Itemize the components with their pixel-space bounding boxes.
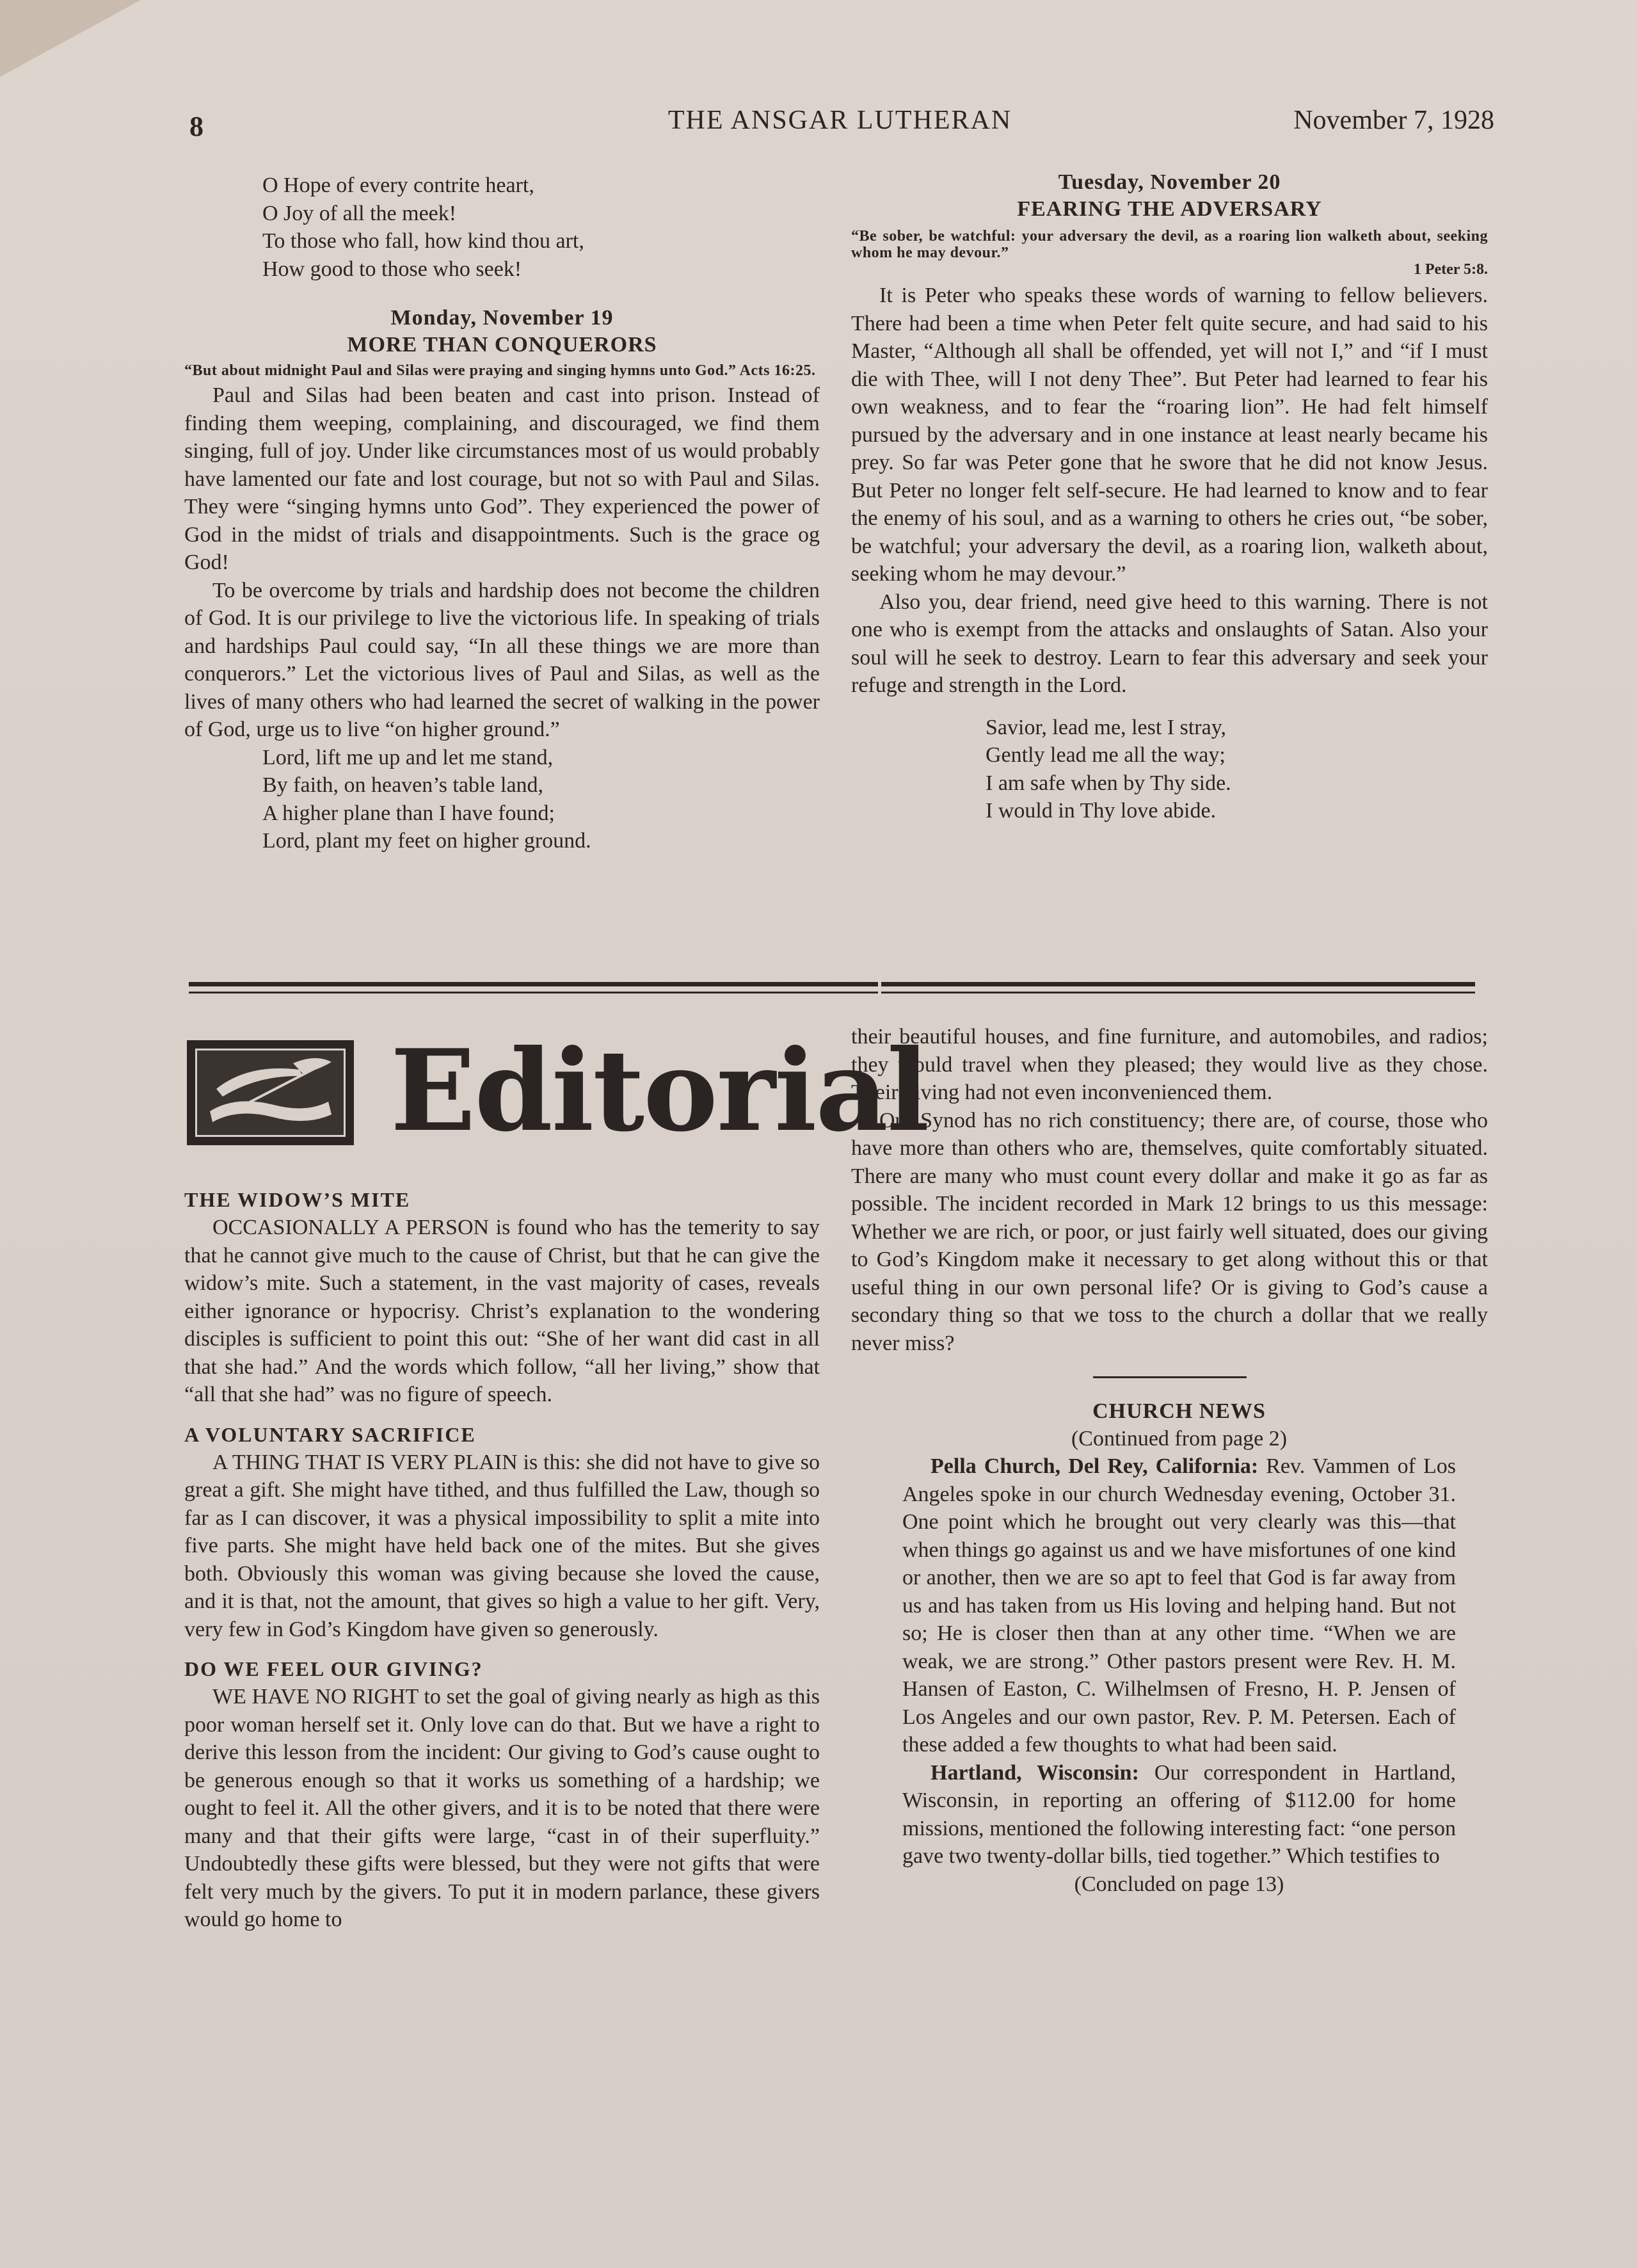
news-text: Our correspondent in Hartland, Wisconsin, in reporting an offering of $112.00 for home missions, mentioned the following interesting fact: “one person gave two twenty-dollar bills, tied together.” Which testifies to <box>902 1760 1457 1868</box>
poem-line: O Joy of all the meek! <box>262 201 457 225</box>
divider-gap <box>878 977 881 996</box>
news-text: Rev. Vammen of Los Angeles spoke in our church Wednesday evening, October 31. One point which he brought out very clearly was this—that when things go against us and we have misfortunes of one kind or another, then we are so apt to feel that God is far away from us and has taken from us His loving and helping hand. But not so; He is closer then than at any other time. “When we are weak, we are strong.” Other pastors present were Rev. H. M. Hansen of Easton, C. Wilhelmsen of Fresno, H. P. Jensen of Los Angeles and our own pastor, Rev. P. M. Petersen. Each of these added a few thoughts to what had been said. <box>902 1454 1456 1757</box>
closing-poem <box>851 714 1488 825</box>
poem-line: I would in Thy love abide. <box>986 799 1217 823</box>
section-title: DO WE FEEL OUR GIVING? <box>184 1657 483 1680</box>
paragraph: their beautiful houses, and fine furniture, and automobiles, and radios; they would travel when they pleased; they would live as they chose. Their giving had not even inconvenienced them. <box>851 1025 1488 1104</box>
devotion-tuesday <box>851 169 1488 825</box>
page-number: 8 <box>189 111 204 142</box>
poem-line: Lord, plant my feet on higher ground. <box>262 829 591 853</box>
folded-corner <box>0 0 141 77</box>
paragraph: Also you, dear friend, need give heed to this warning. There is not one who is exempt from the attacks and onslaughts of Satan. Also your soul will he seek to destroy. Learn to fear this adversary and seek your refuge and strength in the Lord. <box>851 590 1488 697</box>
devotion-day: Tuesday, November 20 <box>1058 170 1281 194</box>
closing-poem <box>184 744 820 855</box>
section-divider-thin <box>189 992 1475 993</box>
quill-scroll-icon <box>187 1040 354 1145</box>
section-title: A VOLUNTARY SACRIFICE <box>184 1422 476 1446</box>
news-item <box>902 1452 1456 1759</box>
paragraph: It is Peter who speaks these words of warning to fellow believers. There had been a time when Peter felt quite secure, and had said to his Master, “Although all shall be offended, yet will not I,” and “if I must die with Thee, will I not deny Thee”. But Peter had learned to fear his own weakness, and to fear the “roaring lion”. He had felt himself pursued by the adversary and in one instance at least nearly became his prey. So far was Peter gone that he swore that he did not know Jesus. But Peter no longer felt self-secure. He had learned to know and to fear the enemy of his soul, and as a warning to others he cries out, “be sober, be watchful; your adversary the devil, as a roaring lion, walketh about, seeking whom he may devour.” <box>851 284 1488 586</box>
devotion-day: Monday, November 19 <box>390 306 614 330</box>
devotion-title: FEARING THE ADVERSARY <box>1017 197 1322 221</box>
editorial-column <box>184 1186 820 1934</box>
poem-line: I am safe when by Thy side. <box>986 771 1231 795</box>
poem-line: To those who fall, how kind thou art, <box>262 229 584 253</box>
scripture-verse: “Be sober, be watchful: your adversary the devil, as a roaring lion walketh about, seeking whom he may devour.” <box>851 228 1488 261</box>
scripture-verse: “But about midnight Paul and Silas were praying and singing hymns unto God.” Acts 16:25. <box>184 362 816 379</box>
news-place: Pella Church, Del Rey, California: <box>930 1454 1259 1478</box>
poem-line: O Hope of every contrite heart, <box>262 173 534 197</box>
editorial-heading: Editorial <box>390 1025 929 1157</box>
opening-poem <box>184 172 820 283</box>
paragraph: Paul and Silas had been beaten and cast into prison. Instead of finding them weeping, complaining, and discouraged, we find them singing, full of joy. Under like circumstances most of us would probably have lamented our fate and lost courage, but not so with Paul and Silas. They were “singing hymns unto God”. They experienced the power of God in the midst of trials and disappointments. Such is the grace og God! <box>184 383 820 574</box>
poem-line: By faith, on heaven’s table land, <box>262 773 544 797</box>
news-place: Hartland, Wisconsin: <box>930 1760 1139 1785</box>
devotion-title: MORE THAN CONQUERORS <box>347 333 657 357</box>
poem-line: Gently lead me all the way; <box>986 743 1226 767</box>
scripture-reference: 1 Peter 5:8. <box>1413 261 1488 278</box>
paragraph: To be overcome by trials and hardship does not become the children of God. It is our privilege to live the victorious life. In speaking of trials and hardships Paul could say, “In all these things we are more than conquerors.” Let the victorious lives of Paul and Silas, as well as the lives of many others who had learned the secret of walking in the power of God, urge us to live “on higher ground.” <box>184 578 820 741</box>
masthead: THE ANSGAR LUTHERAN <box>667 106 1012 135</box>
issue-date: November 7, 1928 <box>1293 106 1494 135</box>
poem-line: A higher plane than I have found; <box>262 801 555 825</box>
church-news <box>851 1397 1488 1898</box>
paragraph: OCCASIONALLY A PERSON is found who has the temerity to say that he cannot give much to the cause of Christ, but that he can give the widow’s mite. Such a statement, in the vast majority of cases, reveals either ignorance or hypocrisy. Christ’s explanation to the wondering disciples is sufficient to point this out: “She of her want did cast in all that she had.” And the words which follow, “all her living,” show that “all that she had” was no figure of speech. <box>184 1216 820 1406</box>
paragraph: WE HAVE NO RIGHT to set the goal of giving nearly as high as this poor woman herself set it. Only love can do that. But we have a right to derive this lesson from the incident: Our giving to God’s cause ought to be generous enough so that it works us something of a hardship; we ought to feel it. All the other givers, and it is to be noted that there were many and that their gifts were large, “cast in of their superfluity.” Undoubtedly these gifts were blessed, but they were not gifts that were felt very much by the givers. To put it in modern parlance, these givers would go home to <box>184 1685 820 1931</box>
page-header <box>186 102 1494 141</box>
paragraph: Our Synod has no rich constituency; there are, of course, those who have more than others who are, themselves, quite comfortably situated. There are many who must count every dollar and make it go as far as possible. The incident recorded in Mark 12 brings to us this message: Whether we are rich, or poor, or just fairly well situated, does our giving to God’s Kingdom make it necessary to get along without this or that useful thing in our own personal life? Or is giving to God’s cause a secondary thing so that we toss to the church a dollar that we really never miss? <box>851 1108 1488 1355</box>
poem-line: Lord, lift me up and let me stand, <box>262 745 554 769</box>
concluded-note: (Concluded on page 13) <box>1074 1872 1284 1896</box>
section-title: THE WIDOW’S MITE <box>184 1188 411 1211</box>
church-news-title: CHURCH NEWS <box>1092 1399 1266 1423</box>
devotion-monday <box>184 172 820 855</box>
news-item <box>902 1759 1456 1870</box>
short-rule <box>1093 1376 1247 1378</box>
church-news-subtitle: (Continued from page 2) <box>1071 1427 1288 1451</box>
editorial-continued-column <box>851 1023 1488 1898</box>
poem-line: How good to those who seek! <box>262 257 522 281</box>
section-divider <box>189 982 1475 986</box>
poem-line: Savior, lead me, lest I stray, <box>986 715 1226 739</box>
paragraph: A THING THAT IS VERY PLAIN is this: she did not have to give so great a gift. She might have tithed, and thus fulfilled the Law, though so far as I can discover, it was a physical impossibility to split a mite into five parts. She might have held back one of the mites. But she gives both. Obviously this woman was giving because she loved the cause, and it is that, not the amount, that gives so high a value to her gift. Very, very few in God’s Kingdom have given so generously. <box>184 1450 820 1641</box>
